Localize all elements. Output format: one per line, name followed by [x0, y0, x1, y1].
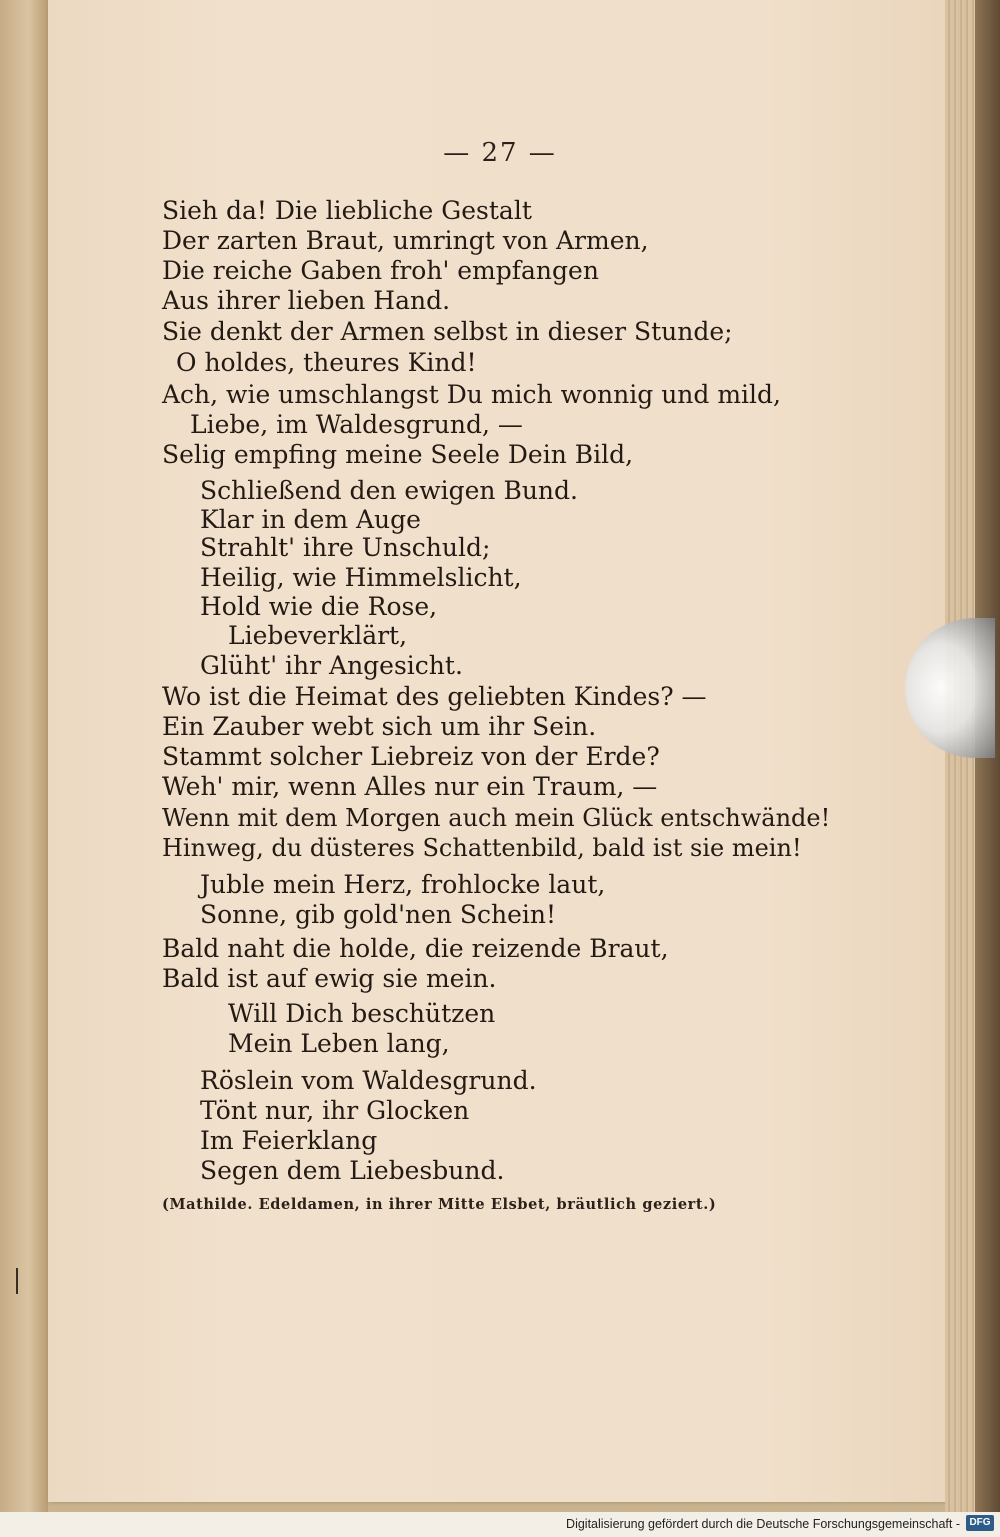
poem-line: Ein Zauber webt sich um ihr Sein. — [162, 712, 597, 741]
poem-line: Glüht' ihr Angesicht. — [200, 651, 463, 680]
poem-line: Aus ihrer lieben Hand. — [162, 286, 451, 315]
poem-line: Bald naht die holde, die reizende Braut, — [162, 934, 669, 963]
poem-line: Segen dem Liebesbund. — [200, 1156, 505, 1185]
poem-line: Ach, wie umschlangst Du mich wonnig und mild, — [162, 380, 781, 409]
poem-line: Die reiche Gaben froh' empfangen — [162, 256, 599, 285]
poem-line: Mein Leben lang, — [228, 1029, 450, 1058]
poem-line: Hinweg, du düsteres Schattenbild, bald ist sie mein! — [162, 834, 802, 862]
facing-page-edge — [0, 0, 48, 1512]
page-number: — 27 — — [443, 138, 557, 168]
poem-line: Bald ist auf ewig sie mein. — [162, 964, 497, 993]
poem-line: O holdes, theures Kind! — [176, 348, 477, 377]
poem-line: Wo ist die Heimat des geliebten Kindes? — — [162, 682, 707, 711]
poem-line: Sie denkt der Armen selbst in dieser Stunde; — [162, 317, 733, 346]
poem-line: Liebeverklärt, — [228, 621, 408, 650]
poem-line: Selig empfing meine Seele Dein Bild, — [162, 440, 634, 469]
poem-line: Will Dich beschützen — [228, 999, 496, 1028]
poem-line: Tönt nur, ihr Glocken — [200, 1096, 470, 1125]
footer-credit: Digitalisierung gefördert durch die Deutsche Forschungsgemeinschaft - — [566, 1517, 960, 1531]
poem-line: Stammt solcher Liebreiz von der Erde? — [162, 742, 660, 771]
poem-line: Liebe, im Waldesgrund, — — [190, 410, 523, 439]
poem-line: Strahlt' ihre Unschuld; — [200, 533, 491, 562]
poem-line: Hold wie die Rose, — [200, 592, 438, 621]
poem-line: Weh' mir, wenn Alles nur ein Traum, — — [162, 772, 658, 801]
poem-line: Juble mein Herz, frohlocke laut, — [200, 870, 606, 899]
poem-line: Im Feierklang — [200, 1126, 378, 1155]
poem-line: Wenn mit dem Morgen auch mein Glück entschwände! — [162, 804, 831, 832]
poem-line: Sieh da! Die liebliche Gestalt — [162, 196, 532, 225]
poem-line: Röslein vom Waldesgrund. — [200, 1066, 537, 1095]
poem-line: Heilig, wie Himmelslicht, — [200, 563, 522, 592]
poem-line: Klar in dem Auge — [200, 505, 421, 534]
poem-line: Der zarten Braut, umringt von Armen, — [162, 226, 649, 255]
margin-mark — [16, 1268, 18, 1294]
poem-line: Sonne, gib gold'nen Schein! — [200, 900, 557, 929]
stage-direction: (Mathilde. Edeldamen, in ihrer Mitte Elsbet, bräutlich geziert.) — [162, 1196, 717, 1213]
poem-line: Schließend den ewigen Bund. — [200, 476, 578, 505]
dfg-logo: DFG — [966, 1515, 994, 1531]
